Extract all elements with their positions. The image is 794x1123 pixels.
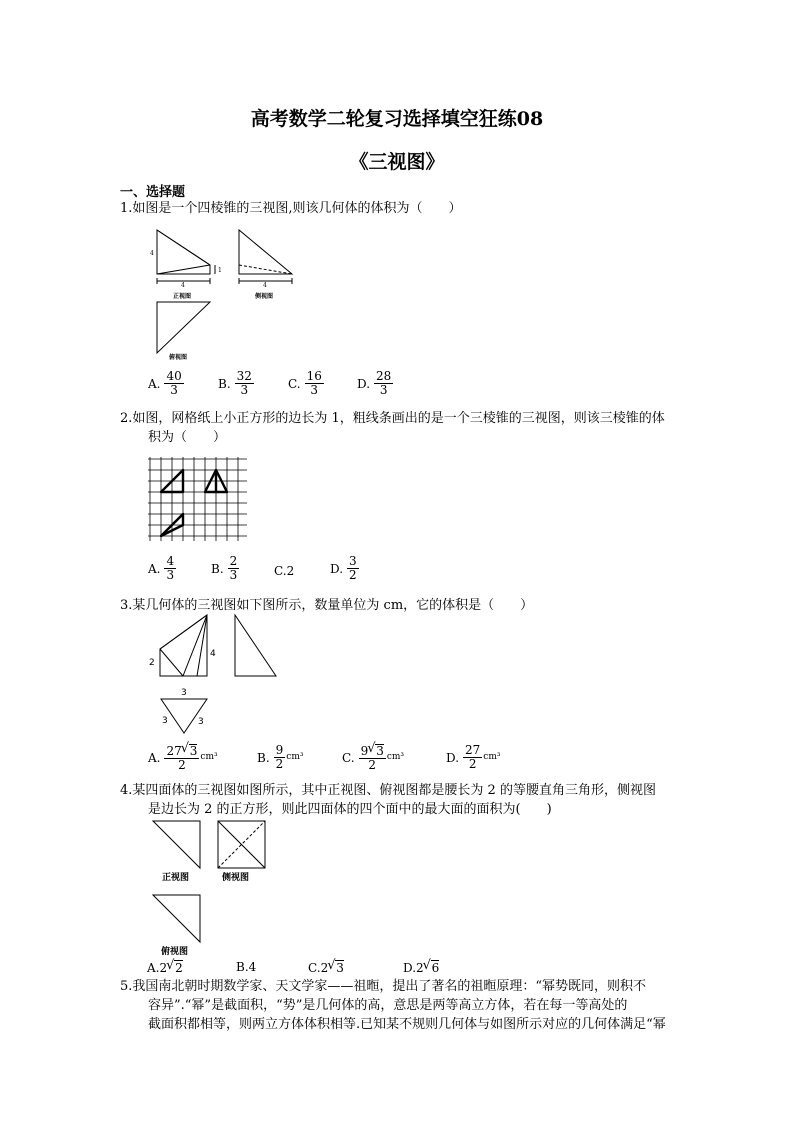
q1-top-caption: 俯视图: [169, 354, 188, 361]
q4-front-caption: 正视图: [162, 873, 190, 883]
q4-top-caption: 俯视图: [161, 947, 189, 957]
q2-grid-figure: [148, 457, 248, 543]
q2-option-c: C. 2: [274, 564, 295, 578]
page-title: 高考数学二轮复习选择填空狂练08: [250, 108, 544, 130]
q3-option-a: A. $\frac{27√ 3}{2}$ cm³: [148, 744, 218, 772]
question-1-text: 1.如图是一个四棱锥的三视图,则该几何体的体积为（ ）: [120, 201, 462, 216]
question-2-text-line2: 积为（ ）: [148, 430, 227, 445]
q4-side-caption: 侧视图: [222, 873, 250, 883]
q4-three-view-figure: [150, 818, 275, 958]
q3-label-3-right: 3: [198, 717, 204, 727]
q1-three-view-figure: [145, 226, 305, 361]
q1-side-caption: 侧视图: [255, 293, 274, 300]
question-5-text-line2: 容异”.“幂”是截面积，“势”是几何体的高，意思是两等高立方体，若在每一等高处的: [148, 998, 628, 1013]
section-heading: 一、选择题: [120, 185, 186, 200]
question-5-text-line3: 截面积都相等，则两立方体体积相等.已知某不规则几何体与如图所示对应的几何体满足“幂: [148, 1017, 666, 1032]
q3-label-3-left: 3: [162, 716, 168, 726]
q3-label-4: 4: [210, 649, 216, 659]
question-4-text-line1: 4.某四面体的三视图如图所示，其中正视图、俯视图都是腰长为 2 的等腰直角三角形，侧视图: [120, 783, 656, 798]
question-2-text-line1: 2.如图，网格纸上小正方形的边长为 1，粗线条画出的是一个三棱锥的三视图，则该三棱锥的体: [120, 411, 665, 426]
question-3-text: 3.某几何体的三视图如下图所示，数量单位为 cm，它的体积是（ ）: [120, 598, 534, 613]
q3-top-view: [161, 699, 207, 733]
q3-side-view: [235, 615, 276, 676]
question-5-text-line1: 5.我国南北朝时期数学家、天文学家——祖暅，提出了著名的祖暅原理：“幂势既同，则积不: [120, 979, 647, 994]
q1-label-4-front: 4: [181, 282, 185, 289]
q1-label-4-left: 4: [150, 250, 154, 257]
q4-option-d: D. 2 √ 6: [403, 960, 439, 975]
q3-option-c: C. $\frac{9√ 3}{2}$ cm³: [342, 744, 404, 772]
q3-three-view-figure: [145, 612, 285, 742]
q4-option-c: C. 2 √ 3: [308, 960, 344, 975]
q1-front-view: [157, 230, 215, 284]
page-subtitle: 《三视图》: [349, 151, 445, 173]
q1-label-4-side: 4: [263, 282, 267, 289]
q2-option-a: A. $\frac{4}{3}$: [148, 554, 175, 582]
q4-option-a: A. 2 √ 2: [147, 960, 183, 975]
q1-option-d: D. $\frac{28}{3}$: [357, 369, 392, 397]
question-4-text-line2: 是边长为 2 的正方形，则此四面体的四个面中的最大面的面积为( ): [148, 802, 552, 817]
q3-option-d: D. $\frac{27}{2}$ cm³: [446, 743, 501, 771]
q1-label-1: 1: [218, 267, 222, 274]
q3-label-3-top: 3: [181, 688, 187, 698]
q1-side-view: [239, 230, 292, 284]
q2-option-b: B. $\frac{2}{3}$: [211, 554, 238, 582]
q1-option-b: B. $\frac{32}{3}$: [218, 369, 252, 397]
q1-top-view: [157, 302, 210, 353]
q2-option-d: D. $\frac{3}{2}$: [330, 554, 357, 582]
q4-front-view: [153, 821, 200, 868]
q3-option-b: B. $\frac{9}{2}$ cm³: [257, 743, 304, 771]
q1-option-a: A. $\frac{40}{3}$: [148, 369, 182, 397]
q4-top-view: [153, 895, 200, 942]
q3-label-2: 2: [149, 658, 155, 668]
q4-option-b: B. 4: [236, 960, 257, 974]
q1-front-caption: 正视图: [173, 293, 192, 300]
q1-option-c: C. $\frac{16}{3}$: [288, 369, 322, 397]
q3-front-view: [160, 615, 207, 676]
